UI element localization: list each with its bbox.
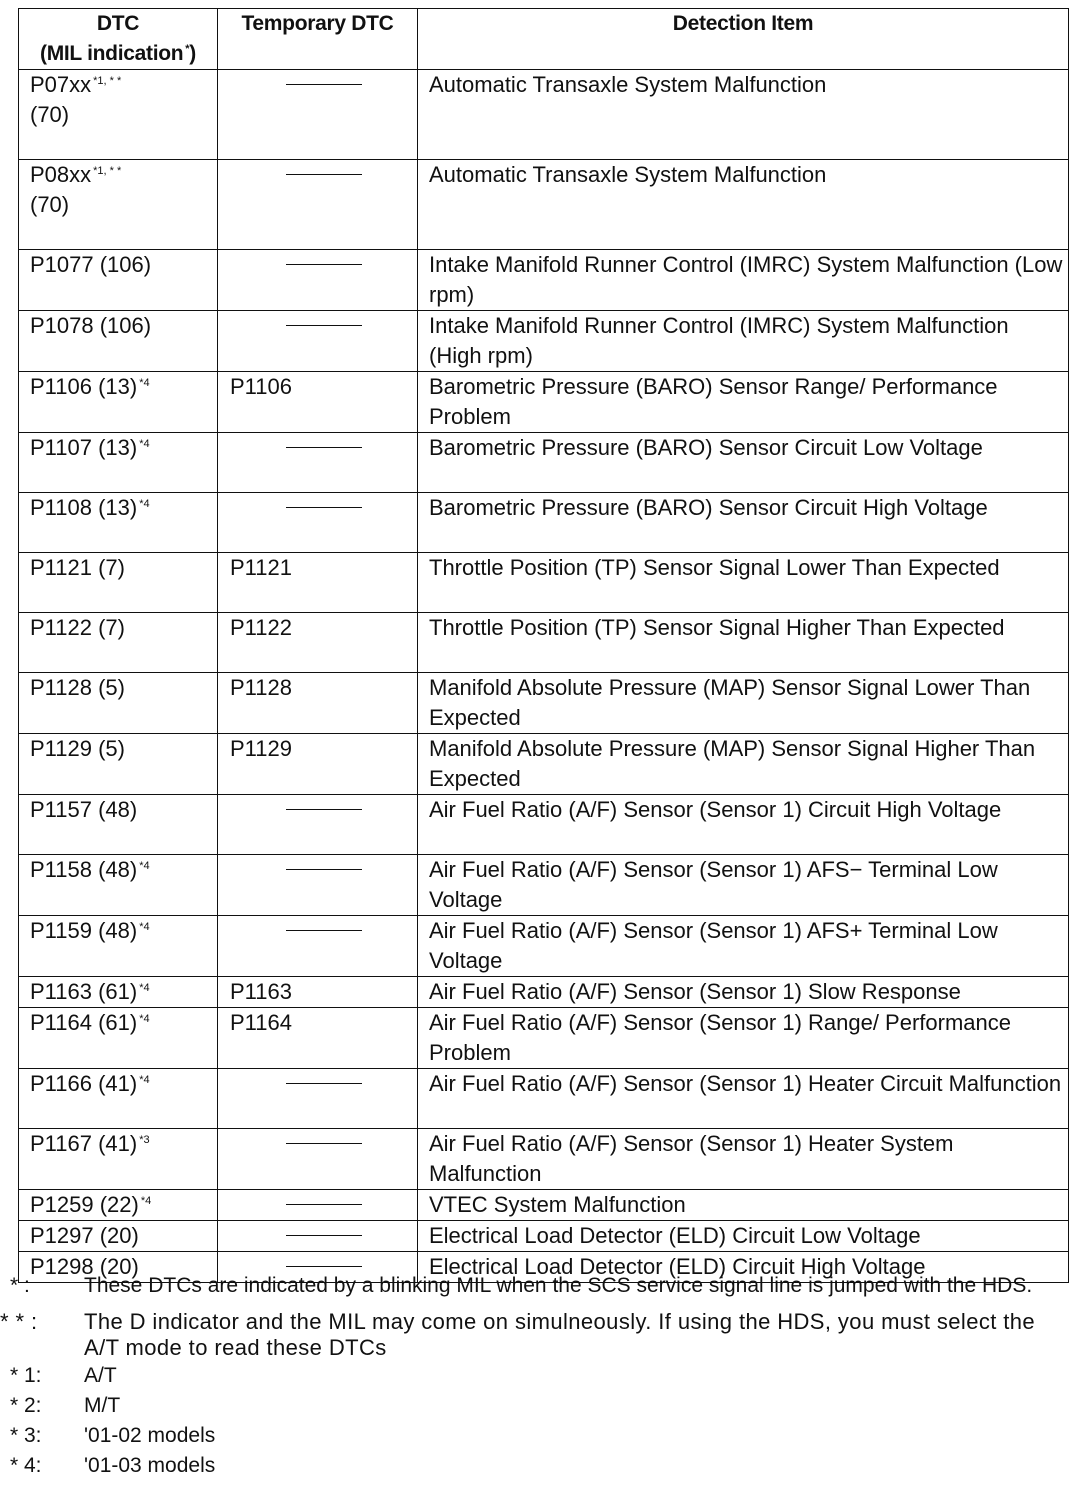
dtc-code-cell bbox=[19, 70, 218, 160]
footnotes bbox=[0, 1273, 1088, 1481]
temporary-dtc-cell: P1106 bbox=[218, 372, 418, 433]
temporary-dtc-cell bbox=[218, 1069, 418, 1129]
dtc-code: P1128 (5) bbox=[30, 675, 125, 700]
detection-item-cell: Barometric Pressure (BARO) Sensor Range/ Performance Problem bbox=[418, 372, 1069, 433]
dtc-code-cell bbox=[19, 493, 218, 553]
footnote-mark: * 4: bbox=[10, 1454, 42, 1477]
dtc-code-cell bbox=[19, 250, 218, 311]
temporary-dtc-cell bbox=[218, 795, 418, 855]
dash-mark bbox=[286, 930, 362, 931]
dtc-code: P1259 (22) bbox=[30, 1192, 139, 1217]
detection-item-cell: Air Fuel Ratio (A/F) Sensor (Sensor 1) AFS− Terminal Low Voltage bbox=[418, 855, 1069, 916]
dtc-code-cell bbox=[19, 553, 218, 613]
dash-mark bbox=[286, 447, 362, 448]
table-row bbox=[19, 1008, 1069, 1069]
detection-item-cell: Air Fuel Ratio (A/F) Sensor (Sensor 1) Circuit High Voltage bbox=[418, 795, 1069, 855]
footnote bbox=[0, 1309, 1088, 1361]
footnote-mark: * 3: bbox=[10, 1424, 42, 1447]
temporary-dtc-cell bbox=[218, 916, 418, 977]
table-row bbox=[19, 493, 1069, 553]
footnote-text: The D indicator and the MIL may come on simulneously. If using the HDS, you must select the A/T mode to read these DTCs bbox=[84, 1309, 1036, 1360]
dash-mark bbox=[286, 84, 362, 85]
detection-item-cell: Barometric Pressure (BARO) Sensor Circuit High Voltage bbox=[418, 493, 1069, 553]
dash-mark bbox=[286, 869, 362, 870]
footnote bbox=[0, 1391, 1088, 1421]
footnote bbox=[0, 1421, 1088, 1451]
table-row bbox=[19, 553, 1069, 613]
table-row bbox=[19, 250, 1069, 311]
dtc-code: P1129 (5) bbox=[30, 736, 125, 761]
footnote-text: A/T bbox=[84, 1364, 117, 1387]
header-dtc-line2-text: (MIL indication bbox=[40, 42, 184, 65]
dash-mark bbox=[286, 1083, 362, 1084]
dtc-code-cell bbox=[19, 855, 218, 916]
dtc-code: P1167 (41) bbox=[30, 1131, 138, 1156]
dtc-footnote-mark: *1, * * bbox=[93, 74, 122, 87]
table-row bbox=[19, 70, 1069, 160]
dtc-code-cell bbox=[19, 916, 218, 977]
temporary-dtc-cell bbox=[218, 1190, 418, 1221]
dtc-mil-indication: (70) bbox=[30, 102, 70, 127]
table-row bbox=[19, 1221, 1069, 1252]
footnote bbox=[0, 1451, 1088, 1481]
temporary-dtc-cell bbox=[218, 160, 418, 250]
detection-item-cell: Barometric Pressure (BARO) Sensor Circuit Low Voltage bbox=[418, 433, 1069, 493]
dash-mark bbox=[286, 1266, 362, 1267]
table-row bbox=[19, 311, 1069, 372]
temporary-dtc-cell bbox=[218, 311, 418, 372]
header-dtc-line2-close: ) bbox=[189, 42, 196, 65]
temporary-dtc-cell: P1129 bbox=[218, 734, 418, 795]
dtc-footnote-mark: *4 bbox=[139, 981, 150, 994]
dtc-code-cell bbox=[19, 1069, 218, 1129]
header-temporary-dtc: Temporary DTC bbox=[218, 9, 418, 70]
footnote-mark: * 2: bbox=[10, 1394, 42, 1417]
footnote-mark: * * : bbox=[0, 1309, 38, 1334]
temporary-dtc-cell bbox=[218, 1129, 418, 1190]
footnote-mark: * : bbox=[10, 1274, 30, 1297]
detection-item-cell: Air Fuel Ratio (A/F) Sensor (Sensor 1) Heater System Malfunction bbox=[418, 1129, 1069, 1190]
temporary-dtc-cell bbox=[218, 433, 418, 493]
dtc-code: P1157 (48) bbox=[30, 797, 138, 822]
footnote bbox=[0, 1361, 1088, 1391]
dtc-footnote-mark: *4 bbox=[139, 437, 150, 450]
header-dtc-footnote-mark: * bbox=[185, 43, 190, 55]
dtc-table bbox=[18, 8, 1069, 1283]
detection-item-cell: Automatic Transaxle System Malfunction bbox=[418, 70, 1069, 160]
dash-mark bbox=[286, 325, 362, 326]
dtc-code-cell bbox=[19, 160, 218, 250]
dtc-code-cell bbox=[19, 1221, 218, 1252]
table-row bbox=[19, 613, 1069, 673]
detection-item-cell: Electrical Load Detector (ELD) Circuit Low Voltage bbox=[418, 1221, 1069, 1252]
dtc-code: P1106 (13) bbox=[30, 374, 138, 399]
dtc-footnote-mark: *4 bbox=[139, 1073, 150, 1086]
table-row bbox=[19, 1069, 1069, 1129]
footnote-mark: * 1: bbox=[10, 1364, 42, 1387]
dtc-code-cell bbox=[19, 673, 218, 734]
detection-item-cell: Air Fuel Ratio (A/F) Sensor (Sensor 1) AFS+ Terminal Low Voltage bbox=[418, 916, 1069, 977]
dtc-footnote-mark: *3 bbox=[139, 1133, 150, 1146]
dtc-code: P1164 (61) bbox=[30, 1010, 138, 1035]
temporary-dtc-cell: P1163 bbox=[218, 977, 418, 1008]
dash-mark bbox=[286, 1235, 362, 1236]
dtc-code: P1297 (20) bbox=[30, 1223, 139, 1248]
dtc-code: P07xx bbox=[30, 72, 92, 97]
dtc-code-cell bbox=[19, 1008, 218, 1069]
temporary-dtc-cell: P1122 bbox=[218, 613, 418, 673]
dtc-code-cell bbox=[19, 311, 218, 372]
detection-item-cell: VTEC System Malfunction bbox=[418, 1190, 1069, 1221]
dtc-code: P1078 (106) bbox=[30, 313, 152, 338]
dash-mark bbox=[286, 1204, 362, 1205]
temporary-dtc-cell: P1121 bbox=[218, 553, 418, 613]
temporary-dtc-cell bbox=[218, 855, 418, 916]
table-row bbox=[19, 433, 1069, 493]
table-row bbox=[19, 160, 1069, 250]
footnote-text: '01-03 models bbox=[84, 1454, 216, 1477]
dtc-footnote-mark: *4 bbox=[140, 1194, 152, 1207]
dtc-code-cell bbox=[19, 433, 218, 493]
table-row bbox=[19, 673, 1069, 734]
dtc-footnote-mark: *1, * * bbox=[93, 164, 122, 177]
header-dtc-line2 bbox=[19, 39, 217, 69]
dtc-footnote-mark: *4 bbox=[139, 859, 150, 872]
footnote-text: M/T bbox=[84, 1394, 121, 1417]
dash-mark bbox=[286, 264, 362, 265]
dtc-code: P1159 (48) bbox=[30, 918, 138, 943]
dtc-code: P1077 (106) bbox=[30, 252, 152, 277]
dtc-code-cell bbox=[19, 977, 218, 1008]
dtc-code-cell bbox=[19, 613, 218, 673]
dtc-code: P1166 (41) bbox=[30, 1071, 138, 1096]
temporary-dtc-cell bbox=[218, 70, 418, 160]
dtc-code-cell bbox=[19, 795, 218, 855]
detection-item-cell: Throttle Position (TP) Sensor Signal Lower Than Expected bbox=[418, 553, 1069, 613]
detection-item-cell: Air Fuel Ratio (A/F) Sensor (Sensor 1) Slow Response bbox=[418, 977, 1069, 1008]
dtc-code: P1107 (13) bbox=[30, 435, 138, 460]
dash-mark bbox=[286, 1143, 362, 1144]
detection-item-cell: Automatic Transaxle System Malfunction bbox=[418, 160, 1069, 250]
dtc-code-cell bbox=[19, 1129, 218, 1190]
table-row bbox=[19, 1190, 1069, 1221]
temporary-dtc-cell bbox=[218, 493, 418, 553]
detection-item-cell: Throttle Position (TP) Sensor Signal Higher Than Expected bbox=[418, 613, 1069, 673]
temporary-dtc-cell: P1164 bbox=[218, 1008, 418, 1069]
footnote-text: These DTCs are indicated by a blinking MIL when the SCS service signal line is jumped with the HDS. bbox=[84, 1274, 1033, 1297]
header-dtc-line1: DTC bbox=[96, 12, 140, 35]
dtc-footnote-mark: *4 bbox=[139, 1012, 150, 1025]
header-detection-item: Detection Item bbox=[418, 9, 1069, 70]
dtc-code: P1158 (48) bbox=[30, 857, 138, 882]
dtc-code-cell bbox=[19, 734, 218, 795]
detection-item-cell: Intake Manifold Runner Control (IMRC) System Malfunction (High rpm) bbox=[418, 311, 1069, 372]
dtc-mil-indication: (70) bbox=[30, 192, 70, 217]
dtc-code: P1122 (7) bbox=[30, 615, 125, 640]
dtc-footnote-mark: *4 bbox=[139, 376, 150, 389]
table-body bbox=[19, 70, 1069, 1283]
table-row bbox=[19, 977, 1069, 1008]
detection-item-cell: Air Fuel Ratio (A/F) Sensor (Sensor 1) Range/ Performance Problem bbox=[418, 1008, 1069, 1069]
dtc-code: P1121 (7) bbox=[30, 555, 125, 580]
detection-item-cell: Manifold Absolute Pressure (MAP) Sensor Signal Lower Than Expected bbox=[418, 673, 1069, 734]
header-dtc bbox=[19, 9, 218, 70]
temporary-dtc-cell bbox=[218, 250, 418, 311]
temporary-dtc-cell bbox=[218, 1221, 418, 1252]
detection-item-cell: Air Fuel Ratio (A/F) Sensor (Sensor 1) Heater Circuit Malfunction bbox=[418, 1069, 1069, 1129]
table-row bbox=[19, 855, 1069, 916]
detection-item-cell: Manifold Absolute Pressure (MAP) Sensor Signal Higher Than Expected bbox=[418, 734, 1069, 795]
temporary-dtc-cell: P1128 bbox=[218, 673, 418, 734]
table-row bbox=[19, 1129, 1069, 1190]
table-header-row bbox=[19, 9, 1069, 70]
table-row bbox=[19, 916, 1069, 977]
dtc-code: P08xx bbox=[30, 162, 92, 187]
dash-mark bbox=[286, 507, 362, 508]
table-row bbox=[19, 795, 1069, 855]
dtc-code-cell bbox=[19, 1190, 218, 1221]
detection-item-cell: Electrical Load Detector (ELD) Circuit High Voltage bbox=[418, 1252, 1069, 1283]
dtc-code: P1108 (13) bbox=[30, 495, 138, 520]
footnote-text: '01-02 models bbox=[84, 1424, 216, 1447]
dash-mark bbox=[286, 809, 362, 810]
table-row bbox=[19, 372, 1069, 433]
table-row bbox=[19, 734, 1069, 795]
dtc-code-cell bbox=[19, 372, 218, 433]
footnote bbox=[0, 1273, 1088, 1299]
dash-mark bbox=[286, 174, 362, 175]
dtc-code: P1163 (61) bbox=[30, 979, 138, 1004]
dtc-footnote-mark: *4 bbox=[139, 920, 150, 933]
detection-item-cell: Intake Manifold Runner Control (IMRC) System Malfunction (Low rpm) bbox=[418, 250, 1069, 311]
dtc-code: P1298 (20) bbox=[30, 1254, 139, 1279]
dtc-footnote-mark: *4 bbox=[139, 497, 150, 510]
